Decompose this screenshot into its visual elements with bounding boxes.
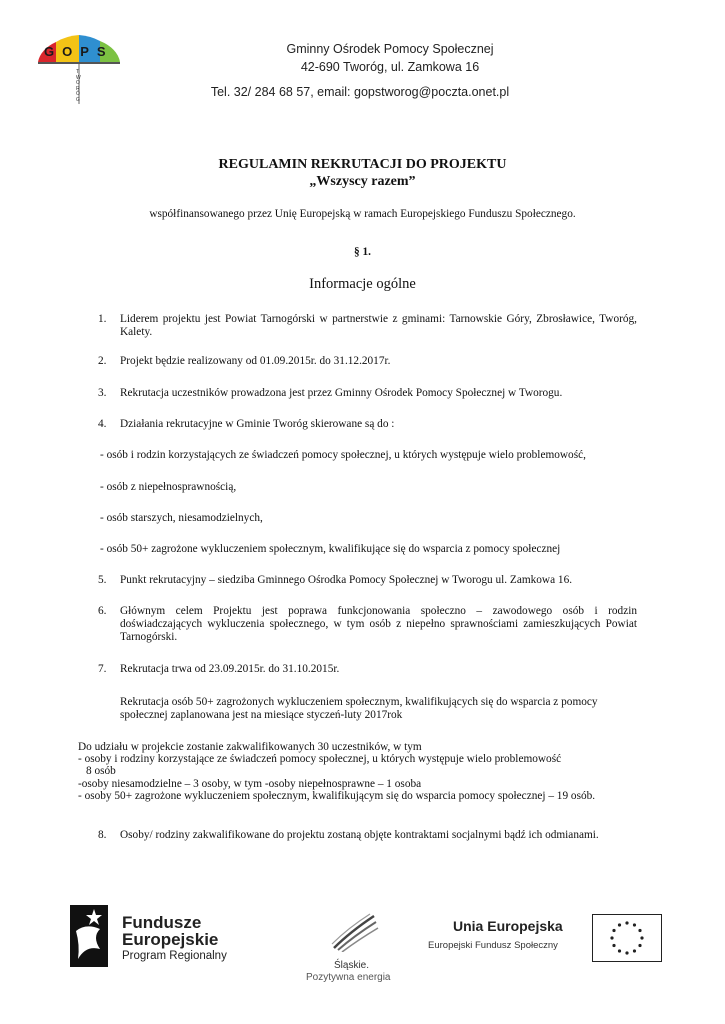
- eu-flag-icon: [592, 914, 662, 962]
- eu-line1: Unia Europejska: [453, 918, 563, 934]
- item-number: 8.: [98, 829, 107, 841]
- item7-note: Rekrutacja osób 50+ zagrożonych wykluczeniem społecznym, kwalifikujących się do wsparcia z pomocy społecznej zaplanowana jest na miesiące styczeń-luty 2017rok: [120, 696, 598, 721]
- org-contact: Tel. 32/ 284 68 57, email: gopstworog@poczta.onet.pl: [210, 85, 510, 99]
- slaskie-line1: Śląskie.: [334, 960, 370, 971]
- participants-line: - osoby i rodziny korzystające ze świadczeń pomocy społecznej, u których występuje wielo problemowość: [78, 753, 562, 766]
- target-group-item: - osób 50+ zagrożone wykluczeniem społecznym, kwalifikujące się do wsparcia z pomocy społecznej: [100, 543, 561, 555]
- item-text: Projekt będzie realizowany od 01.09.2015r. do 31.12.2017r.: [120, 355, 391, 367]
- item-text: Rekrutacja trwa od 23.09.2015r. do 31.10.2015r.: [120, 663, 340, 675]
- item-number: 4.: [98, 418, 107, 430]
- participants-line: - osoby 50+ zagrożone wykluczeniem społecznym, kwalifikującym się do wsparcia pomocy społecznej – 19 osób.: [78, 789, 596, 802]
- section-title: Informacje ogólne: [309, 276, 416, 292]
- item-text: Osoby/ rodziny zakwalifikowane do projektu zostaną objęte kontraktami socjalnymi bądź ich odmianami.: [120, 829, 599, 841]
- item-text: Działania rekrutacyjne w Gminie Tworóg skierowane są do :: [120, 418, 395, 430]
- target-group-item: - osób starszych, niesamodzielnych,: [100, 512, 263, 524]
- eu-logo-text: [425, 918, 585, 958]
- slaskie-line2: Pozytywna energia: [306, 972, 391, 983]
- participants-block: [78, 741, 658, 802]
- slaskie-logo: [300, 912, 410, 988]
- gops-logo-text: GOPS: [44, 44, 114, 59]
- item-number: 2.: [98, 355, 107, 367]
- item-text: Głównym celem Projektu jest poprawa funkcjonowania społeczno – zawodowego osób i rodzin doświadczających wykluczenia społecznego, w tym osób z niepełno sprawnościami zamieszkujących Powiat Tarnogórski.: [120, 605, 637, 643]
- item-text: Liderem projektu jest Powiat Tarnogórski w partnerstwie z gminami: Tarnowskie Góry, Zbrosławice, Tworóg, Kalety.: [120, 313, 637, 338]
- target-group-item: - osób i rodzin korzystających ze świadczeń pomocy społecznej, u których występuje wielo problemowość,: [100, 449, 586, 461]
- org-address: 42-690 Tworóg, ul. Zamkowa 16: [300, 60, 480, 74]
- participants-line: 8 osób: [86, 765, 116, 778]
- section-number: § 1.: [354, 246, 371, 258]
- item-number: 7.: [98, 663, 107, 675]
- doc-title: REGULAMIN REKRUTACJI DO PROJEKTU: [218, 157, 507, 172]
- item-number: 1.: [98, 313, 107, 325]
- fe-line1: Fundusze: [122, 913, 202, 932]
- participants-line: -osoby niesamodzielne – 3 osoby, w tym -osoby niepełnosprawne – 1 osoba: [78, 777, 422, 790]
- eu-line2: Europejski Fundusz Społeczny: [428, 940, 558, 951]
- gops-logo-side-text: TWORÓG: [76, 69, 81, 103]
- org-name: Gminny Ośrodek Pomocy Społecznej: [286, 42, 494, 56]
- item-text: Rekrutacja uczestników prowadzona jest przez Gminny Ośrodek Pomocy Społecznej w Tworogu.: [120, 387, 563, 399]
- gops-logo: [36, 34, 122, 106]
- fe-line2: Europejskie: [122, 930, 219, 949]
- target-group-item: - osób z niepełnosprawnością,: [100, 481, 237, 493]
- item-number: 6.: [98, 605, 107, 617]
- fundusze-europejskie-logo: [70, 905, 260, 967]
- fe-line3: Program Regionalny: [122, 950, 227, 962]
- cofinance-line: współfinansowanego przez Unię Europejską w ramach Europejskiego Funduszu Społecznego.: [149, 208, 576, 220]
- item-number: 5.: [98, 574, 107, 586]
- participants-line: Do udziału w projekcie zostanie zakwalifikowanych 30 uczestników, w tym: [78, 741, 422, 753]
- item-number: 3.: [98, 387, 107, 399]
- doc-subtitle: „Wszyscy razem”: [309, 174, 416, 189]
- item-text: Punkt rekrutacyjny – siedziba Gminnego Ośrodka Pomocy Społecznej w Tworogu ul. Zamkowa 16.: [120, 574, 573, 586]
